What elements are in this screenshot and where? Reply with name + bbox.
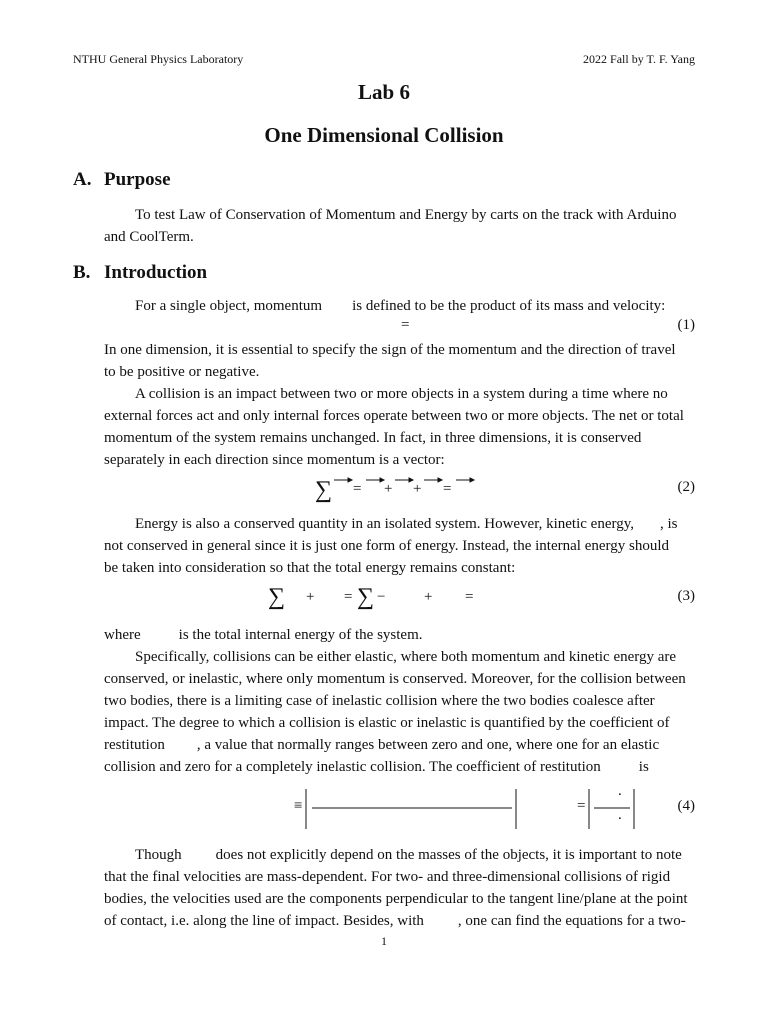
text-fragment: , is [660,516,678,532]
purpose-line: To test Law of Conservation of Momentum and Energy by carts on the track with Arduino [135,207,677,223]
text-line: Specifically, collisions can be either elastic, where both momentum and kinetic energy are [135,649,677,665]
text-line: impact. The degree to which a collision is elastic or inelastic is quantified by the coefficient of [104,715,670,731]
text-line: separately in each direction since momentum is a vector: [104,452,445,468]
section-title: Purpose [104,169,171,190]
equation-3 [104,586,695,612]
equation-number: (1) [677,317,695,333]
section-title: Introduction [104,262,208,283]
text-line: that the final velocities are mass-dependent. For two- and three-dimensional collisions of rigid [104,869,671,885]
text-line: to be positive or negative. [104,364,260,380]
text-fragment: , one can find the equations for a two- [457,913,686,929]
equation-symbol: = [353,481,362,497]
text-fragment: is [638,759,649,775]
text-line [104,910,695,932]
text-line: external forces act and only internal forces operate between two or more objects. The net or total [104,408,684,424]
equation-symbol: . [618,807,622,823]
text-line: bodies, the velocities used are the components perpendicular to the tangent line/plane at the point [104,891,688,907]
text-line: In one dimension, it is essential to specify the sign of the momentum and the direction of travel [104,342,676,358]
summation-symbol: ∑ [315,477,333,503]
summation-symbol: ∑ [268,584,286,610]
intro-paragraph-mass-dependence [104,844,695,932]
intro-paragraph-momentum [104,295,695,317]
text-line: conserved, or inelastic, where only momentum is conserved. Moreover, for the collision between [104,671,686,687]
equation-symbol: = [443,481,452,497]
equation-1 [104,317,695,339]
intro-paragraph-restitution [104,624,695,778]
text-fragment: of contact, i.e. along the line of impact. Besides, with [104,913,424,929]
text-line [104,295,695,317]
equation-4 [104,783,695,831]
page-number: 1 [381,934,387,948]
section-number: B. [73,262,91,283]
equation-symbol: = [577,798,586,814]
text-fragment: Though [135,847,182,863]
purpose-paragraph [104,204,695,248]
text-line [104,844,695,866]
text-line [104,756,695,778]
section-number: A. [73,169,92,190]
text-line [104,513,695,535]
equation-symbol: = [465,589,474,605]
text-fragment: collision and zero for a completely inelastic collision. The coefficient of restitution [104,759,601,775]
equation-number: (3) [677,588,695,604]
equation-fraction-bars [104,787,695,831]
equation-symbol: = [344,589,353,605]
text-line: not conserved in general since it is just one form of energy. Instead, the internal energy should [104,538,669,554]
summation-symbol: ∑ [357,584,375,610]
equation-symbol: . [618,783,622,799]
text-line: momentum of the system remains unchanged. In fact, in three dimensions, it is conserved [104,430,642,446]
text-fragment: restitution [104,737,165,753]
lab-name-title: One Dimensional Collision [264,123,504,147]
equation-symbol: + [306,589,315,605]
text-line [104,624,695,646]
purpose-line: and CoolTerm. [104,229,194,245]
text-fragment: where [104,627,141,643]
equation-vector-arrows [104,477,695,503]
equation-number: (2) [677,479,695,495]
text-line [104,734,695,756]
equation-symbol: ≡ [294,798,303,814]
text-fragment: does not explicitly depend on the masses of the objects, it is important to note [215,847,682,863]
equation-symbol: − [377,589,386,605]
equation-number: (4) [677,798,695,814]
equation-symbol: + [413,481,422,497]
equation-symbol: + [384,481,393,497]
text-line: be taken into consideration so that the total energy remains constant: [104,560,516,576]
lab-number-title: Lab 6 [358,80,410,104]
text-line: A collision is an impact between two or more objects in a system during a time where no [135,386,668,402]
text-fragment: is the total internal energy of the system. [178,627,423,643]
header-semester: 2022 Fall by T. F. Yang [583,52,695,66]
section-heading-purpose [73,169,171,191]
text-line: two bodies, there is a limiting case of inelastic collision where the two bodies coalesce after [104,693,655,709]
text-fragment: For a single object, momentum [135,298,323,314]
text-fragment: , a value that normally ranges between zero and one, where one for an elastic [196,737,660,753]
header-lab-name: NTHU General Physics Laboratory [73,52,244,66]
equation-symbol: = [401,317,410,333]
equation-2 [104,477,695,503]
text-fragment: Energy is also a conserved quantity in an isolated system. However, kinetic energy, [135,516,634,532]
equation-symbol: + [424,589,433,605]
intro-paragraph-energy [104,513,695,579]
intro-paragraph-collision [104,339,695,471]
text-fragment: is defined to be the product of its mass and velocity: [352,298,666,314]
section-heading-introduction [73,262,207,284]
